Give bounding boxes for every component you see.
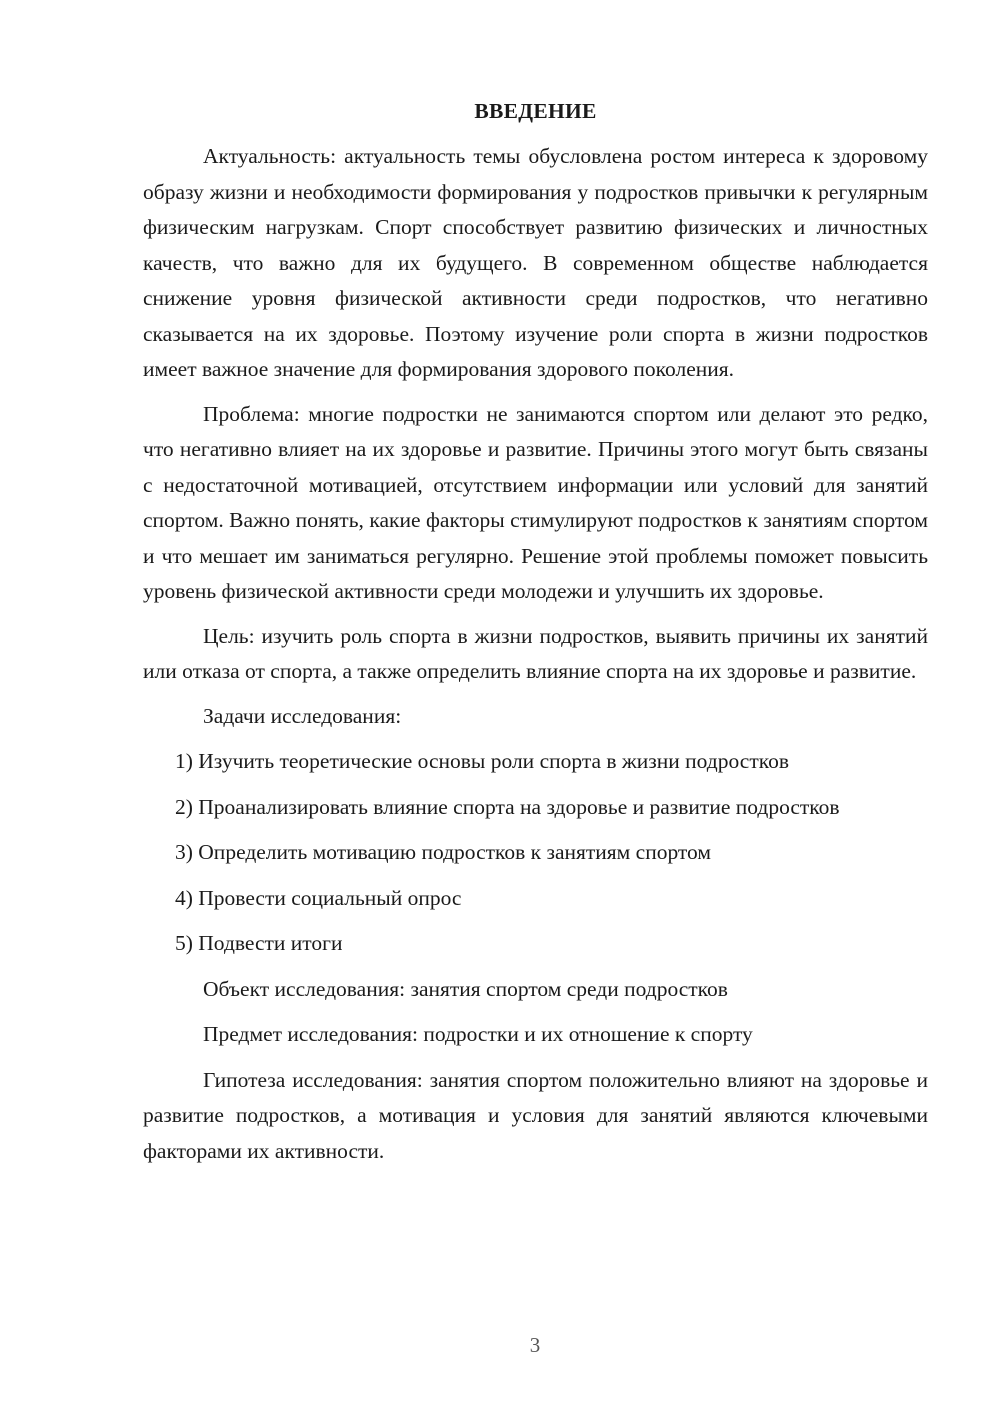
goal-paragraph: Цель: изучить роль спорта в жизни подростков, выявить причины их занятий или отказа от спорта, а также определить влияние спорта на их здоровье и развитие.	[143, 623, 928, 683]
task-item-3: 3) Определить мотивацию подростков к занятиям спортом	[175, 840, 711, 864]
research-subject: Предмет исследования: подростки и их отношение к спорту	[203, 1022, 753, 1046]
page-content	[143, 94, 928, 1178]
task-item-4: 4) Провести социальный опрос	[175, 885, 462, 910]
page-title: ВВЕДЕНИЕ	[474, 99, 597, 123]
tasks-heading: Задачи исследования:	[203, 703, 402, 728]
task-item-5: 5) Подвести итоги	[175, 931, 343, 955]
research-object: Объект исследования: занятия спортом среди подростков	[203, 976, 728, 1001]
hypothesis-paragraph: Гипотеза исследования: занятия спортом положительно влияют на здоровье и развитие подростков, а мотивация и условия для занятий являются ключевыми факторами их активности.	[143, 1067, 928, 1163]
page-number: 3	[529, 1333, 541, 1357]
task-item-1: 1) Изучить теоретические основы роли спорта в жизни подростков	[175, 749, 789, 773]
relevance-paragraph: Актуальность: актуальность темы обусловлена ростом интереса к здоровому образу жизни и необходимости формирования у подростков привычки к регулярным физическим нагрузкам. Спорт способствует развитию физических и личностных качеств, что важно для их будущего. В современном обществе наблюдается снижение уровня физической активности среди подростков, что негативно сказывается на их здоровье. Поэтому изучение роли спорта в жизни подростков имеет важное значение для формирования здорового поколения.	[143, 144, 928, 381]
problem-paragraph: Проблема: многие подростки не занимаются спортом или делают это редко, что негативно влияет на их здоровье и развитие. Причины этого могут быть связаны с недостаточной мотивацией, отсутствием информации или условий для занятий спортом. Важно понять, какие факторы стимулируют подростков к занятиям спортом и что мешает им заниматься регулярно. Решение этой проблемы поможет повысить уровень физической активности среди молодежи и улучшить их здоровье.	[143, 401, 928, 603]
task-item-2: 2) Проанализировать влияние спорта на здоровье и развитие подростков	[175, 794, 840, 819]
